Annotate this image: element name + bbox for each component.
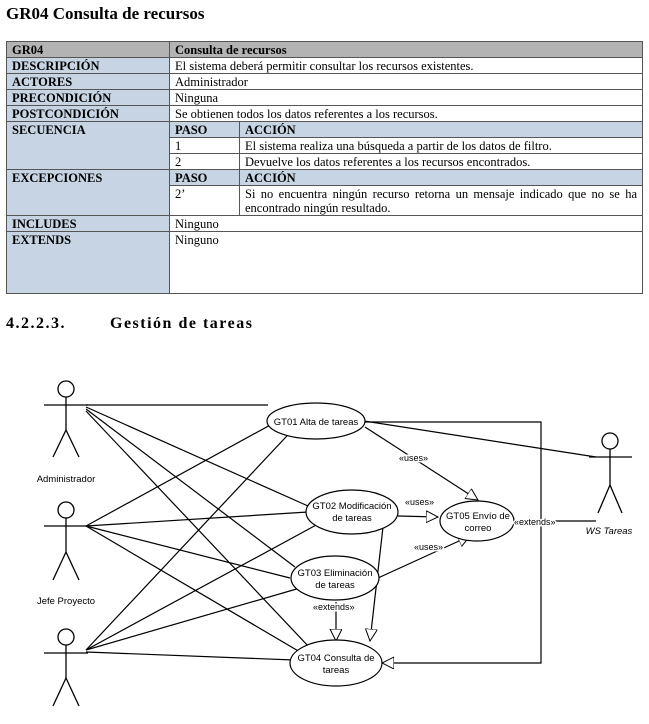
- table-row: [7, 90, 643, 106]
- includes-label: INCLUDES: [7, 216, 170, 232]
- descripcion-value: El sistema deberá permitir consultar los recursos existentes.: [170, 58, 643, 74]
- actor-third-figure: [44, 629, 88, 706]
- use-case-gt05-label: GT05 Envío de: [446, 511, 510, 522]
- use-case-gt05-label: correo: [464, 523, 492, 534]
- actores-label: ACTORES: [7, 74, 170, 90]
- secuencia-step-action: Devuelve los datos referentes a los recursos encontrados.: [240, 154, 643, 170]
- table-row: [7, 170, 643, 186]
- table-row: [7, 122, 643, 138]
- section-heading: [6, 315, 253, 333]
- table-row: [7, 74, 643, 90]
- excepciones-step-action: Si no encuentra ningún recurso retorna un mensaje indicado que no se ha encontrado ningún resultado.: [240, 186, 643, 216]
- use-case-table: [6, 41, 643, 294]
- table-row: [7, 216, 643, 232]
- extends-value: Ninguno: [170, 232, 643, 294]
- extends-label: EXTENDS: [7, 232, 170, 294]
- secuencia-step-action: El sistema realiza una búsqueda a partir de los datos de filtro.: [240, 138, 643, 154]
- use-case-gt04-label: GT04 Consulta de: [297, 653, 375, 664]
- table-row: [7, 232, 643, 294]
- secuencia-step-number: 1: [170, 138, 240, 154]
- actor-ws-tareas-figure: [589, 433, 632, 513]
- actor-ws-tareas-label: WS Tareas: [585, 526, 633, 537]
- actor-administrador-figure: [44, 381, 88, 457]
- excepciones-paso-header: PASO: [170, 170, 240, 186]
- excepciones-step-number: 2’: [170, 186, 240, 216]
- descripcion-label: DESCRIPCIÓN: [7, 58, 170, 74]
- postcondicion-label: POSTCONDICIÓN: [7, 106, 170, 122]
- secuencia-label: SECUENCIA: [7, 122, 170, 170]
- section-title: Gestión de tareas: [110, 315, 254, 332]
- dependency-arrows: [336, 422, 596, 663]
- use-cases: [267, 403, 514, 686]
- use-case-gt02: [306, 490, 398, 534]
- use-case-gt02-label: GT02 Modificación: [312, 501, 392, 512]
- relation-label: «extends»: [313, 602, 355, 612]
- relation-label: «extends»: [514, 517, 556, 527]
- excepciones-accion-header: ACCIÓN: [240, 170, 643, 186]
- precondicion-label: PRECONDICIÓN: [7, 90, 170, 106]
- table-row: [7, 58, 643, 74]
- table-header-row: [7, 42, 643, 58]
- use-case-id: GR04: [7, 42, 170, 58]
- use-case-gt03-label: de tareas: [315, 580, 355, 591]
- use-case-name: Consulta de recursos: [170, 42, 643, 58]
- document-title: GR04 Consulta de recursos: [6, 4, 205, 23]
- actores-value: Administrador: [170, 74, 643, 90]
- includes-value: Ninguno: [170, 216, 643, 232]
- relation-label: «uses»: [414, 542, 444, 552]
- use-case-gt04-label: tareas: [322, 665, 350, 676]
- use-case-gt01-label: GT01 Alta de tareas: [273, 417, 359, 428]
- postcondicion-value: Se obtienen todos los datos referentes a los recursos.: [170, 106, 643, 122]
- precondicion-value: Ninguna: [170, 90, 643, 106]
- secuencia-paso-header: PASO: [170, 122, 240, 138]
- use-case-diagram: [0, 350, 649, 724]
- use-case-gt03-label: GT03 Eliminación: [297, 568, 373, 579]
- actor-administrador-label: Administrador: [36, 474, 96, 485]
- relation-label: «uses»: [399, 453, 429, 463]
- actor-jefe-proyecto-label: Jefe Proyecto: [36, 596, 96, 607]
- actor-jefe-proyecto-figure: [44, 502, 88, 580]
- use-case-gt02-label: de tareas: [332, 513, 372, 524]
- secuencia-accion-header: ACCIÓN: [240, 122, 643, 138]
- table-row: [7, 106, 643, 122]
- section-number: 4.2.2.3.: [6, 315, 66, 332]
- excepciones-label: EXCEPCIONES: [7, 170, 170, 216]
- relation-label: «uses»: [405, 497, 435, 507]
- secuencia-step-number: 2: [170, 154, 240, 170]
